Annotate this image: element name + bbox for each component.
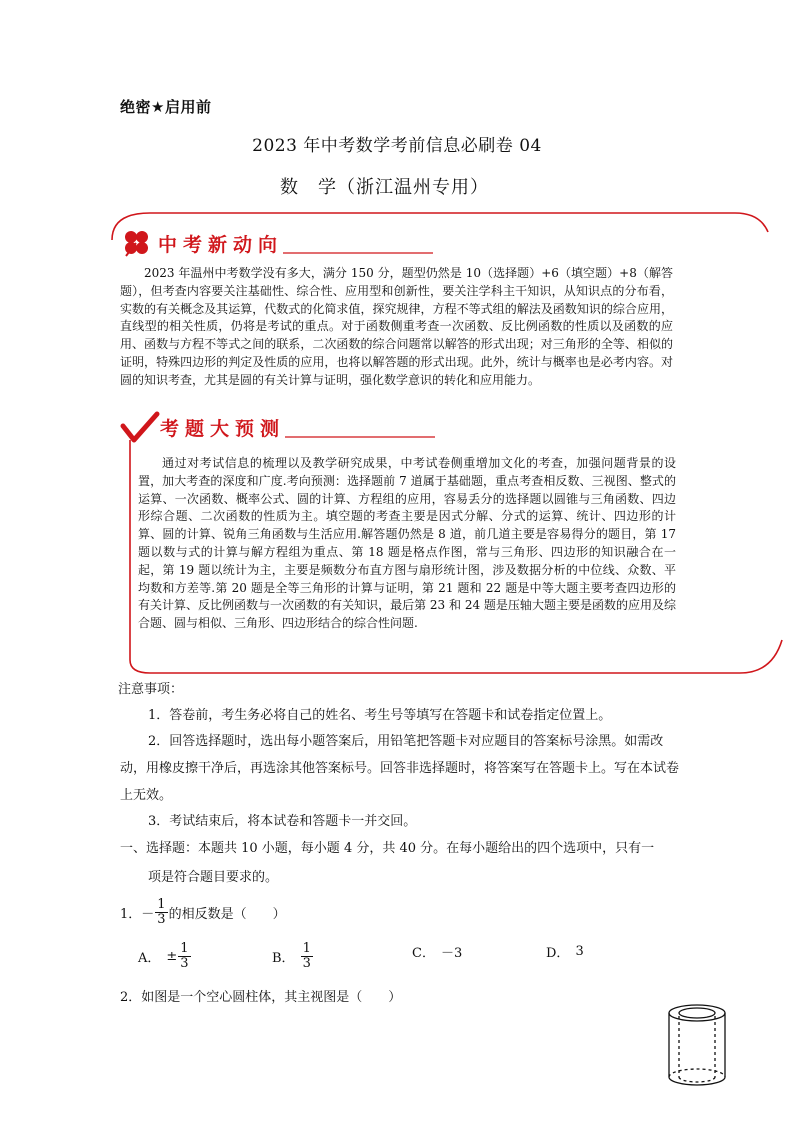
option-a[interactable]: [138, 942, 192, 971]
fraction-numerator: 1: [180, 941, 189, 956]
prediction-banner: [120, 413, 435, 441]
prediction-body: 通过对考试信息的梳理以及教学研究成果，中考试卷侧重增加文化的考查，加强问题背景的设置，加大考查的深度和广度.考向预测：选择题前 7 道属于基础题，重点考查相反数、三视图、整式的运算、一次函数、概率公式、圆的计算、方程组的应用，容易丢分的选择题以圆锥与三角函数、四边形综合题、二次函数的性质为主。填空题的考查主要是因式分解、分式的运算、统计、四边形的计算、圆的计算、锐角三角函数与生活应用.解答题仍然是 8 道，前几道主要是容易得分的题目，第 17 题以数与式的计算与解方程组为重点、第 18 题是格点作图，常与三角形、四边形的知识融合在一起，第 19 题以统计为主，主要是频数分布直方图与扇形统计图，涉及数据分析的中位线、众数、平均数和方差等.第 20 题是全等三角形的计算与证明，第 21 题和 22 题是中等大题主要考查四边形的有关计算、反比例函数与一次函数的有关知识，最后第 23 和 24 题是压轴大题主要是函数的应用及综合题、圆与相似、三角形、四边形结合的综合性问题.: [138, 456, 676, 631]
fraction: [301, 942, 313, 971]
notes-title: 注意事项：: [118, 682, 184, 697]
option-d[interactable]: [546, 942, 584, 961]
new-trends-banner: [118, 229, 433, 257]
new-trends-heading: 中考新动向: [158, 233, 284, 256]
option-c[interactable]: [412, 942, 462, 961]
option-b[interactable]: [272, 942, 314, 971]
hollow-cylinder-figure: [665, 1003, 729, 1089]
fraction-denominator: 3: [180, 956, 189, 971]
plus-minus-sign: ±: [166, 949, 178, 964]
section-one-line: 一、选择题：本题共 10 小题，每小题 4 分，共 40 分。在每小题给出的四个选项中，只有一: [120, 841, 655, 856]
confidential-label: 绝密★启用前: [120, 98, 212, 116]
new-trends-body: 2023 年温州中考数学没有多大，满分 150 分，题型仍然是 10（选择题）+6（填空题）+8（解答题），但考查内容要关注基础性、综合性、应用型和创新性，要关注学科主干知识，从知识点的分布看，实数的有关概念及其运算，代数式的化简求值，探究规律，方程不等式组的解法及函数知识的综合应用，直线型的相关性质，仍将是考试的重点。对于函数侧重考查一次函数、反比例函数的性质以及函数的应用、函数与方程不等式之间的联系，二次函数的综合问题常以解答的形式出现；对三角形的全等、相似的证明，特殊四边形的判定及性质的应用，也将以解答题的形式出现。此外，统计与概率也是必考内容。对圆的知识考查，尤其是圆的有关计算与证明，强化数学意识的转化和应用能力。: [120, 266, 673, 387]
fraction-numerator: 1: [302, 941, 311, 956]
fraction: [155, 898, 167, 927]
option-label: C．: [412, 946, 435, 961]
fraction-numerator: 1: [157, 897, 166, 912]
minus-sign: －: [141, 907, 155, 922]
note-item: 1．答卷前，考生务必将自己的姓名、考生号等填写在答题卡和试卷指定位置上。: [148, 708, 612, 723]
fraction-denominator: 3: [157, 912, 166, 927]
fraction: [178, 942, 190, 971]
four-leaf-clover-icon: [118, 228, 158, 258]
option-label: B．: [272, 951, 295, 966]
option-value: －3: [440, 946, 463, 961]
question-2: 2．如图是一个空心圆柱体，其主视图是（ ）: [120, 990, 402, 1005]
section-one-line: 项是符合题目要求的。: [148, 870, 279, 885]
option-value: 3: [575, 944, 584, 959]
question-stem: 的相反数是（ ）: [168, 907, 286, 922]
check-mark-icon: [120, 410, 160, 444]
exam-subtitle: 数 学（浙江温州专用）: [280, 177, 489, 198]
question-number: 1．: [120, 907, 142, 922]
option-label: A．: [138, 951, 161, 966]
note-item: 3．考试结束后，将本试卷和答题卡一并交回。: [148, 814, 417, 829]
prediction-heading: 考题大预测: [160, 417, 286, 440]
option-label: D．: [546, 946, 570, 961]
exam-title: 2023 年中考数学考前信息必刷卷 04: [252, 136, 542, 156]
banner-underline: [283, 229, 433, 257]
section-one-instructions: [120, 834, 680, 892]
note-item: 2．回答选择题时，选出每小题答案后，用铅笔把答题卡对应题目的答案标号涂黑。如需改动，用橡皮擦干净后，再选涂其他答案标号。回答非选择题时，将答案写在答题卡上。写在本试卷上无效。: [120, 734, 680, 803]
question-1: [120, 898, 286, 927]
banner-underline: [285, 413, 435, 441]
fraction-denominator: 3: [302, 956, 311, 971]
